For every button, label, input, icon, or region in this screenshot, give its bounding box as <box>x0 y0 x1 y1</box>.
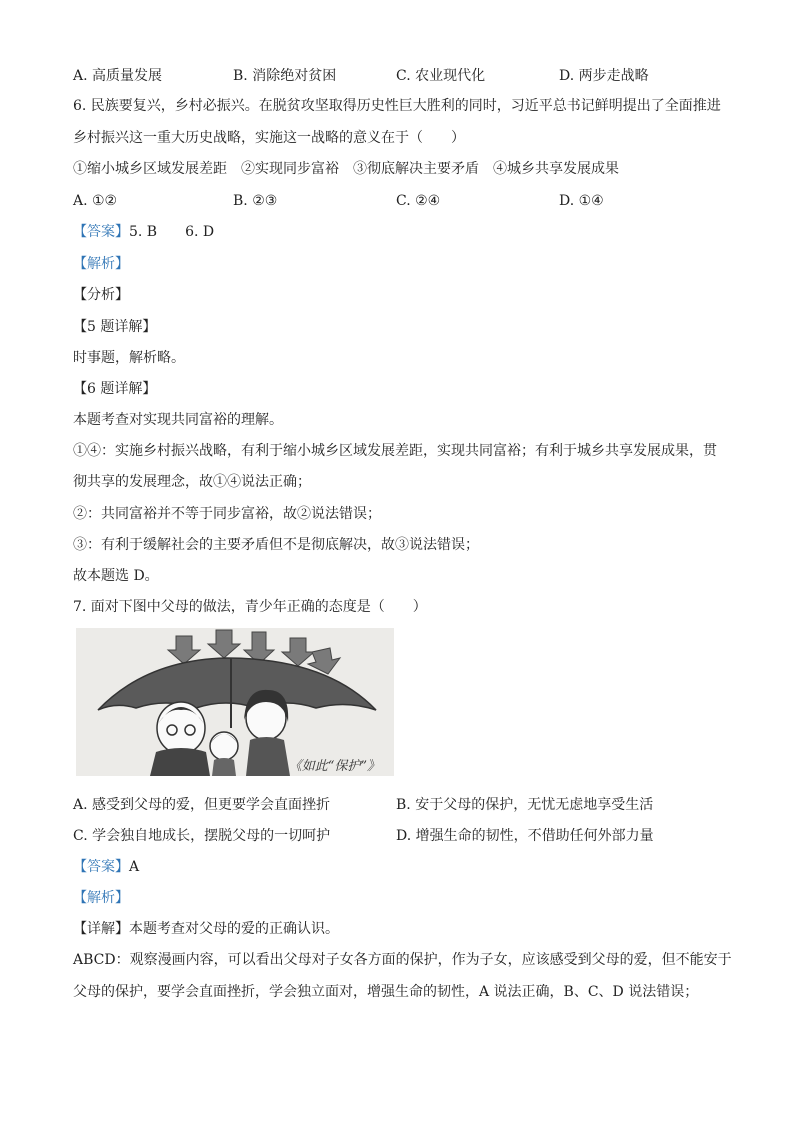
q6-option-d: D. ①④ <box>559 193 604 209</box>
answer-5-6 <box>73 222 214 242</box>
detail7-line2: ABCD：观察漫画内容，可以看出父母对子女各方面的保护，作为子女，应该感受到父母的爱，但不能安于 <box>73 952 732 968</box>
q7-option-c: C. 学会独自地成长，摆脱父母的一切呵护 <box>73 828 331 844</box>
q6-option-a: A. ①② <box>73 193 118 209</box>
q6-option-b: B. ②③ <box>233 193 278 209</box>
q5-option-b: B. 消除绝对贫困 <box>233 68 337 84</box>
detail7-line1: 【详解】本题考查对父母的爱的正确认识。 <box>73 921 339 937</box>
q5-option-a: A. 高质量发展 <box>73 68 163 84</box>
cartoon-umbrella-family <box>76 628 394 776</box>
answer-7 <box>73 857 139 877</box>
q5-detail-text: 时事题，解析略。 <box>73 350 185 366</box>
analysis7-tag: 【解析】 <box>73 890 129 906</box>
cartoon-illustration <box>76 628 394 776</box>
q6-stem-line1: 6. 民族要复兴，乡村必振兴。在脱贫攻坚取得历史性巨大胜利的同时，习近平总书记鲜明提出了全面推进 <box>73 98 721 114</box>
q6-option-c: C. ②④ <box>396 193 441 209</box>
q6-detail-line4: ②：共同富裕并不等于同步富裕，故②说法错误； <box>73 506 381 522</box>
answer-tag: 【答案】 <box>73 224 129 240</box>
q5-option-c: C. 农业现代化 <box>396 68 486 84</box>
q6-items: ①缩小城乡区域发展差距 ②实现同步富裕 ③彻底解决主要矛盾 ④城乡共享发展成果 <box>73 161 619 177</box>
answer-text: 5. B 6. D <box>129 224 215 240</box>
cartoon-caption: 《如此“保护”》 <box>288 759 380 774</box>
q5-detail-heading: 【5 题详解】 <box>73 319 157 335</box>
q6-detail-line2: ①④：实施乡村振兴战略，有利于缩小城乡区域发展差距，实现共同富裕；有利于城乡共享发展成果，贯 <box>73 443 717 459</box>
q7-option-d: D. 增强生命的韧性，不借助任何外部力量 <box>396 828 654 844</box>
q5-option-d: D. 两步走战略 <box>559 68 649 84</box>
q7-option-a: A. 感受到父母的爱，但更要学会直面挫折 <box>73 797 331 813</box>
q6-detail-line3: 彻共享的发展理念，故①④说法正确； <box>73 474 311 490</box>
analysis-tag: 【解析】 <box>73 256 129 272</box>
q6-detail-heading: 【6 题详解】 <box>73 381 157 397</box>
q6-detail-line5: ③：有利于缓解社会的主要矛盾但不是彻底解决，故③说法错误； <box>73 537 479 553</box>
q7-stem: 7. 面对下图中父母的做法，青少年正确的态度是（ ） <box>73 599 427 615</box>
q6-detail-line6: 故本题选 D。 <box>73 568 159 584</box>
q6-stem-line2: 乡村振兴这一重大历史战略，实施这一战略的意义在于（ ） <box>73 130 465 146</box>
detail7-line3: 父母的保护，要学会直面挫折，学会独立面对，增强生命的韧性，A 说法正确，B、C、D 说法错误； <box>73 984 699 1000</box>
q7-option-b: B. 安于父母的保护，无忧无虑地享受生活 <box>396 797 654 813</box>
answer7-tag: 【答案】 <box>73 859 129 875</box>
q6-detail-line1: 本题考查对实现共同富裕的理解。 <box>73 412 283 428</box>
answer7-text: A <box>129 859 140 875</box>
fenxi-heading: 【分析】 <box>73 287 129 303</box>
